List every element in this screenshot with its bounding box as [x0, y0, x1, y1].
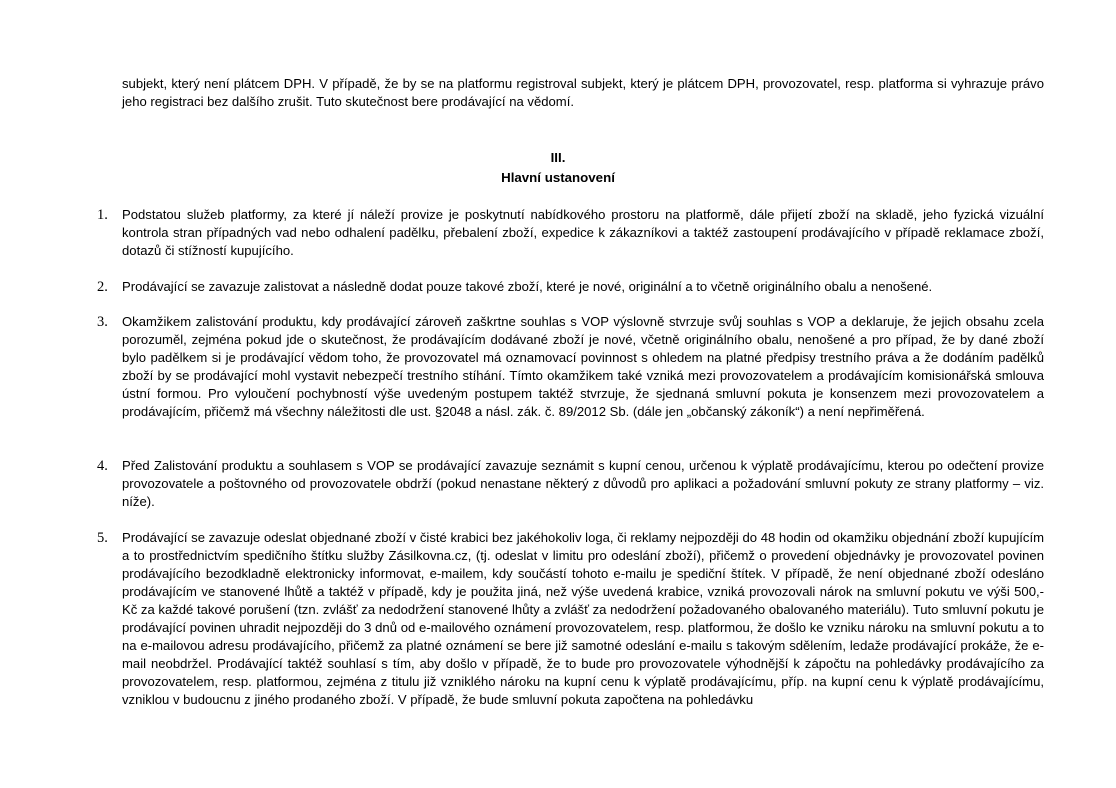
section-number: III.	[550, 150, 566, 165]
section-title: Hlavní ustanovení	[501, 170, 615, 185]
list-item-number: 5.	[97, 530, 108, 546]
list-item-text: Před Zalistování produktu a souhlasem s VOP se prodávající zavazuje seznámit s kupní cenou, určenou k výplatě prodávajícímu, kterou po odečtení provize provozovatele a poštovného od provozovatele obdrží (pokud nenastane některý z důvodů pro aplikaci a požadování smluvní pokuty ze strany platformy – viz. níže).	[122, 458, 1044, 509]
intro-paragraph: subjekt, který není plátcem DPH. V případě, že by se na platformu registroval subjekt, který je plátcem DPH, provozovatel, resp. platforma si vyhrazuje právo jeho registraci bez dalšího zrušit. Tuto skutečnost bere prodávající na vědomí.	[122, 76, 1044, 109]
list-item-number: 4.	[97, 458, 108, 474]
list-item-text: Prodávající se zavazuje odeslat objednané zboží v čisté krabici bez jakéhokoliv loga, či reklamy nejpozději do 48 hodin od okamžiku objednání zboží kupujícím a to prostřednictvím spedičního štítku služby Zásilkovna.cz, (tj. odeslat v limitu pro odeslání zboží), přičemž o provedení objednávky je provozovatel povinen prodávajícího bezodkladně elektronicky informovat, e-mailem, kdy součástí tohoto e-mailu je spediční štítek. V případě, že není objednané zboží odesláno prodávajícím ve stanovené lhůtě a taktéž v případě, kdy je použita jiná, než výše uvedená krabice, vzniká provozovali nárok na smluvní pokutu ve výši 500,- Kč za každé takové porušení (tzn. zvlášť za nedodržení stanovené lhůty a zvlášť za nedodržení požadovaného obalovaného materiálu). Tuto smluvní pokutu je prodávající povinen uhradit nejpozději do 3 dnů od e-mailového oznámení provozovatelem, resp. platformou, že došlo ke vzniku nároku na smluvní pokutu a to na e-mailovou adresu prodávajícího, přičemž za platné oznámení se bere již samotné odeslání e-mailu s takovým sdělením, ledaže prodávající prokáže, že e-mail neobdržel. Prodávající taktéž souhlasí s tím, aby došlo v případě, že to bude pro provozovatele výhodnější k zápočtu na pohledávky prodávajícího za provozovatelem, resp. platformou, zejména z titulu již vzniklého nároku na kupní cenu k výplatě prodávajícímu, příp. na kupní cenu k výplatě prodávajícímu, vzniklou v budoucnu z jiného prodaného zboží. V případě, že bude smluvní pokuta započtena na pohledávku	[122, 530, 1044, 707]
list-item-number: 1.	[97, 207, 108, 223]
list-item-text: Podstatou služeb platformy, za které jí náleží provize je poskytnutí nabídkového prostoru na platformě, dále přijetí zboží na skladě, jeho fyzická vizuální kontrola stran případných vad nebo odhalení padělku, přebalení zboží, expedice k zákazníkovi a taktéž zastoupení prodávajícího v případě reklamace zboží, dotazů či stížností kupujícího.	[122, 207, 1044, 258]
list-item-number: 3.	[97, 314, 108, 330]
list-item-text: Okamžikem zalistování produktu, kdy prodávající zároveň zaškrtne souhlas s VOP výslovně stvrzuje svůj souhlas s VOP a deklaruje, že jejich obsahu zcela porozuměl, zejména pokud jde o skutečnost, že prodávajícím dodávané zboží je nové, včetně originálního obalu, nenošené a pro případ, že by dané zboží bylo padělkem si je prodávající vědom toho, že provozovatel má oznamovací povinnost s ohledem na platné předpisy trestního práva a že dodáním padělků zboží by se prodávající mohl vystavit nebezpečí trestního stíhání. Tímto okamžikem také vzniká mezi provozovatelem a prodávajícím komisionářská smlouva ústní formou. Pro vyloučení pochybností výše uvedeným postupem taktéž stvrzuje, že sjednaná smluvní pokuta je konsenzem mezi provozovatelem a prodávajícím, přičemž má všechny náležitosti dle ust. §2048 a násl. zák. č. 89/2012 Sb. (dále jen „občanský zákoník“) a není nepřiměřená.	[122, 314, 1044, 419]
list-item-text: Prodávající se zavazuje zalistovat a následně dodat pouze takové zboží, které je nové, originální a to včetně originálního obalu a nenošené.	[122, 279, 933, 294]
list-item-number: 2.	[97, 279, 108, 295]
